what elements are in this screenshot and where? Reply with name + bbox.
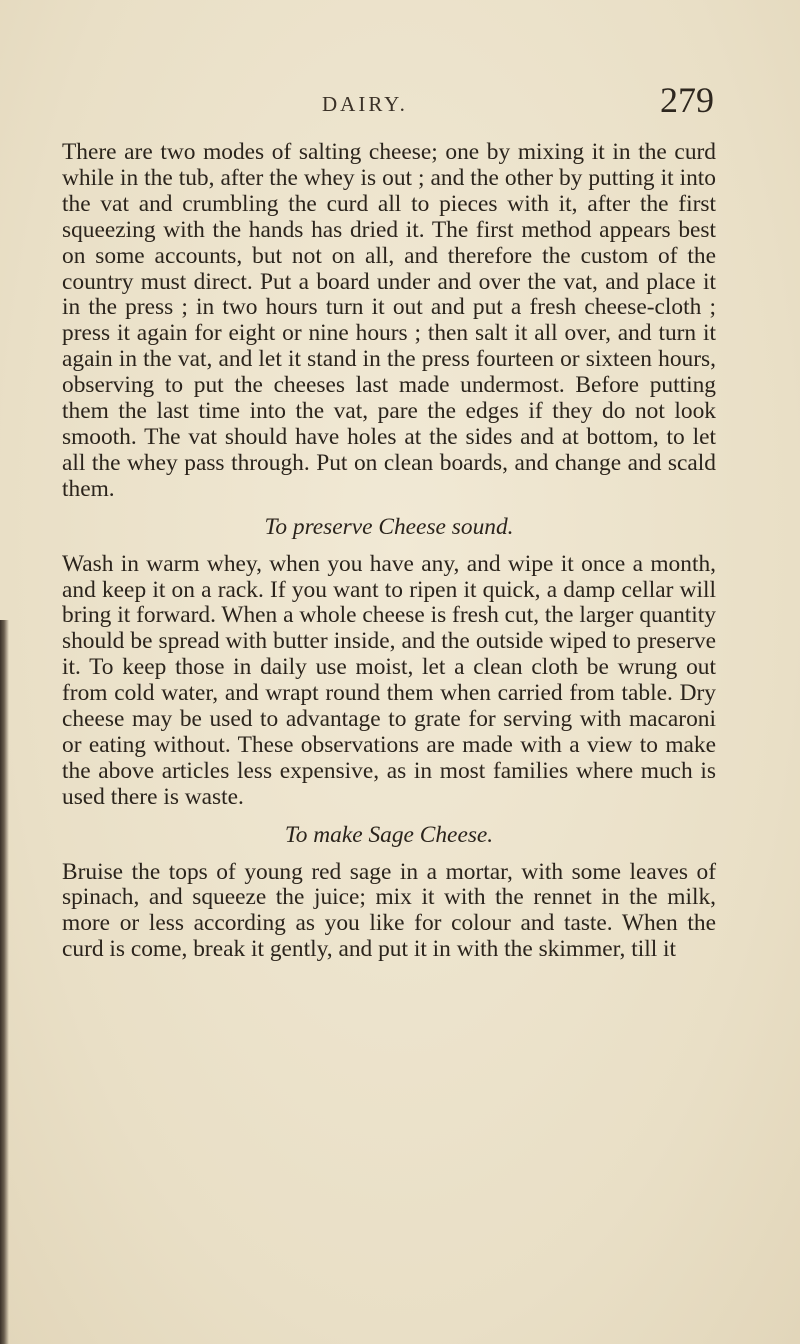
paragraph-preserve-cheese: Wash in warm whey, when you have any, and wipe it once a month, and keep it on a rack. If you want to ripen it quick, a damp cellar will bring it forward. When a whole cheese is fresh cut, the larger quantity should be spread with butter inside, and the outside wiped to preserve it. To keep those in daily use moist, let a clean cloth be wrung out from cold water, and wrapt round them when carried from table. Dry cheese may be used to advantage to grate for serving with macaroni or eating without. These observations are made with a view to make the above articles less expensive, as in most families where much is used there is waste. [62, 550, 716, 810]
paragraph-salting-cheese: There are two modes of salting cheese; one by mixing it in the curd while in the tub, after the whey is out ; and the other by putting it into the vat and crumbling the curd all to pieces with it, after the first squeezing with the hands has dried it. The first method appears best on some accounts, but not on all, and therefore the custom of the country must direct. Put a board under and over the vat, and place it in the press ; in two hours turn it out and put a fresh cheese-cloth ; press it again for eight or nine hours ; then salt it all over, and turn it again in the vat, and let it stand in the press fourteen or sixteen hours, observing to put the cheeses last made undermost. Before putting them the last time into the vat, pare the edges if they do not look smooth. The vat should have holes at the sides and at bottom, to let all the whey pass through. Put on clean boards, and change and scald them. [62, 139, 716, 502]
main-text [62, 140, 716, 963]
running-head: DAIRY. [322, 92, 408, 116]
page-binding-shadow [0, 620, 9, 1344]
heading-sage-cheese: To make Sage Cheese. [284, 821, 494, 848]
heading-preserve-cheese: To preserve Cheese sound. [264, 513, 514, 540]
paragraph-sage-cheese: Bruise the tops of young red sage in a mortar, with some leaves of spinach, and squeeze the juice; mix it with the rennet in the milk, more or less according as you like for colour and taste. When the curd is come, break it gently, and put it in with the skimmer, till it [62, 858, 716, 963]
page-header [62, 82, 712, 132]
page-number: 279 [660, 80, 714, 120]
